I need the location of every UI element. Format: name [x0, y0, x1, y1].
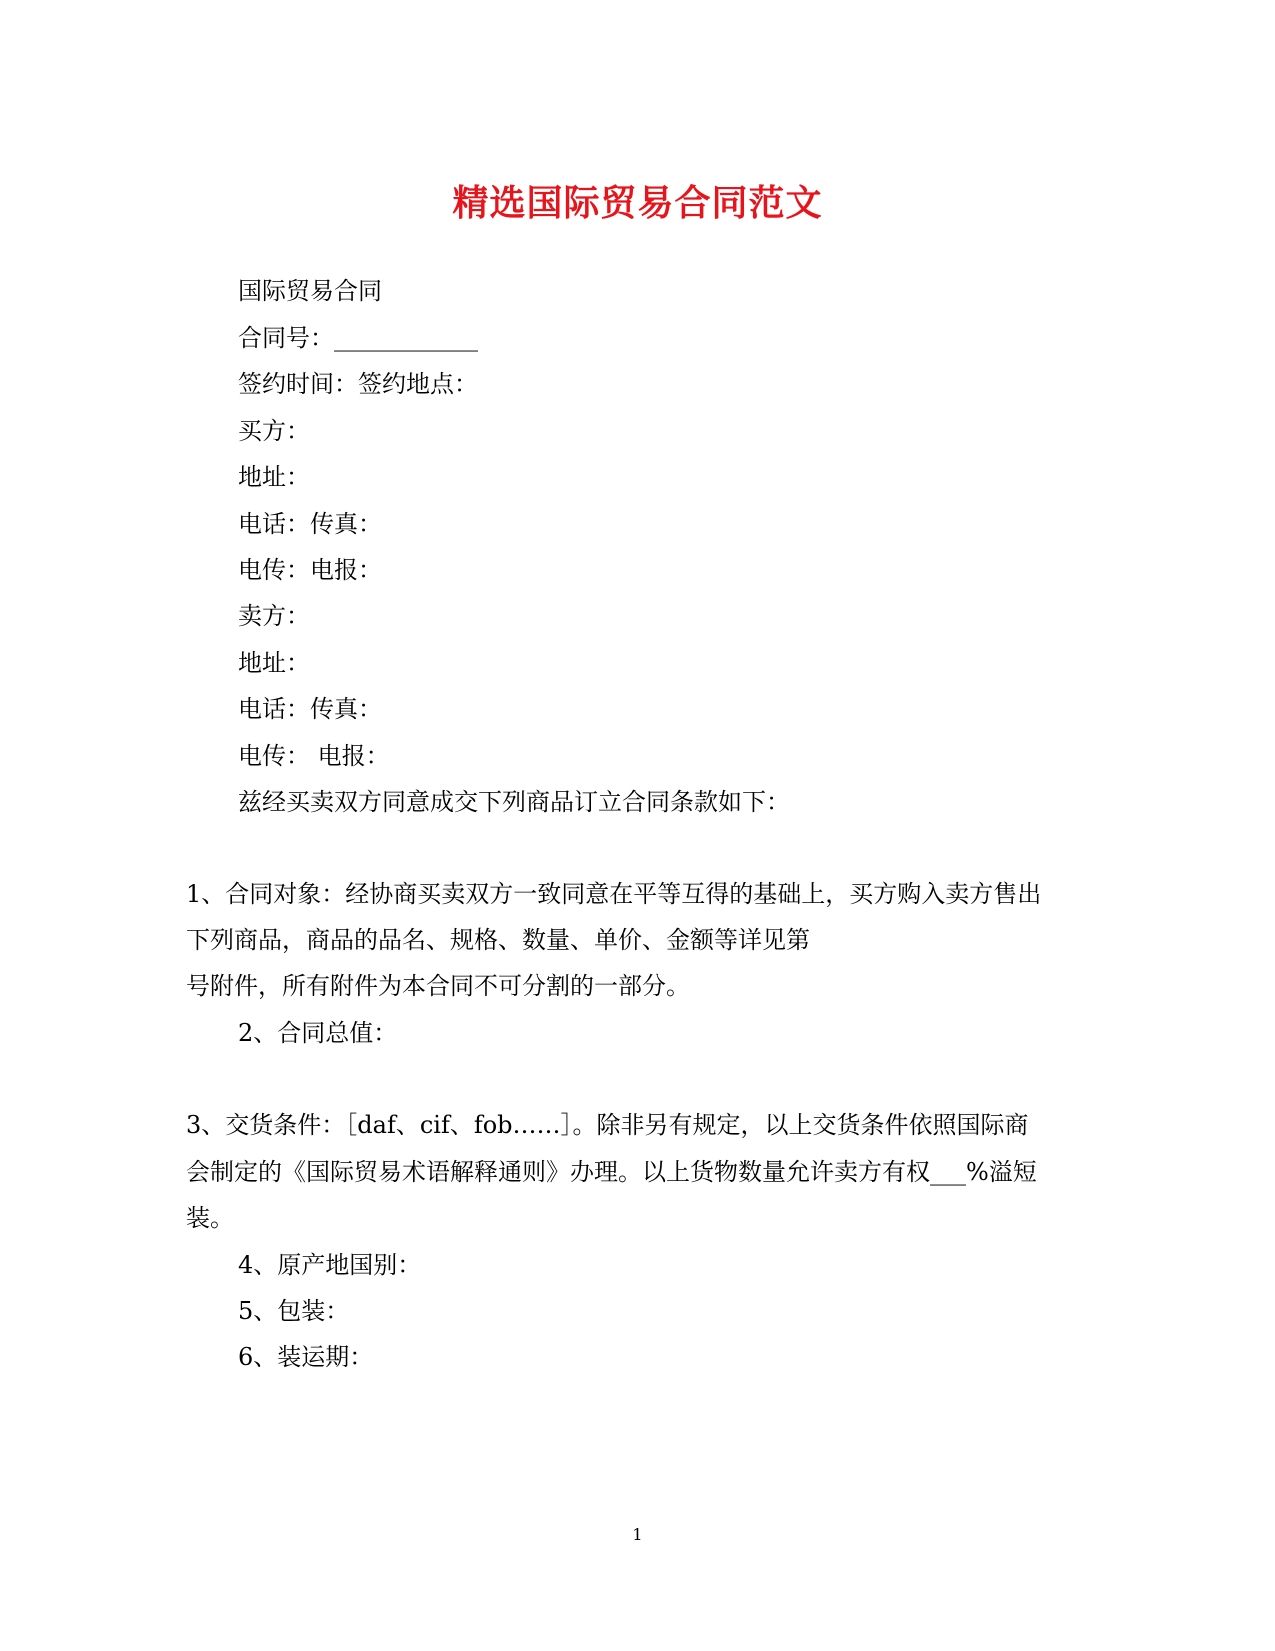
buyer-address-line: 地址： — [238, 463, 310, 491]
clause-1-line-2: 下列商品，商品的品名、规格、数量、单价、金额等详见第 — [186, 926, 810, 954]
buyer-line: 买方： — [238, 417, 310, 445]
agreement-intro-line: 兹经买卖双方同意成交下列商品订立合同条款如下： — [238, 788, 790, 816]
clause-3-line-3: 装。 — [186, 1204, 234, 1232]
seller-phone-fax-line: 电话：传真： — [238, 695, 382, 723]
page-number: 1 — [632, 1525, 643, 1544]
clause-2-line: 2、合同总值： — [238, 1019, 398, 1047]
seller-line: 卖方： — [238, 602, 310, 630]
seller-address-line: 地址： — [238, 649, 310, 677]
contract-number-line: 合同号：____________ — [238, 324, 478, 352]
contract-heading: 国际贸易合同 — [238, 277, 382, 305]
buyer-telex-line: 电传：电报： — [238, 556, 382, 584]
clause-3-line-2: 会制定的《国际贸易术语解释通则》办理。以上货物数量允许卖方有权___%溢短 — [186, 1158, 1037, 1186]
buyer-phone-fax-line: 电话：传真： — [238, 510, 382, 538]
clause-1-line-3: 号附件，所有附件为本合同不可分割的一部分。 — [186, 972, 690, 1000]
document-title: 精选国际贸易合同范文 — [452, 182, 823, 224]
clause-3-line-1: 3、交货条件：［daf、cif、fob……］。除非另有规定，以上交货条件依照国际商 — [186, 1111, 1029, 1139]
clause-4-line: 4、原产地国别： — [238, 1251, 422, 1279]
clause-6-line: 6、装运期： — [238, 1343, 374, 1371]
signing-line: 签约时间：签约地点： — [238, 370, 478, 398]
clause-1-line-1: 1、合同对象：经协商买卖双方一致同意在平等互得的基础上，买方购入卖方售出 — [186, 880, 1042, 908]
clause-5-line: 5、包装： — [238, 1297, 350, 1325]
seller-telex-line: 电传： 电报： — [238, 742, 390, 770]
